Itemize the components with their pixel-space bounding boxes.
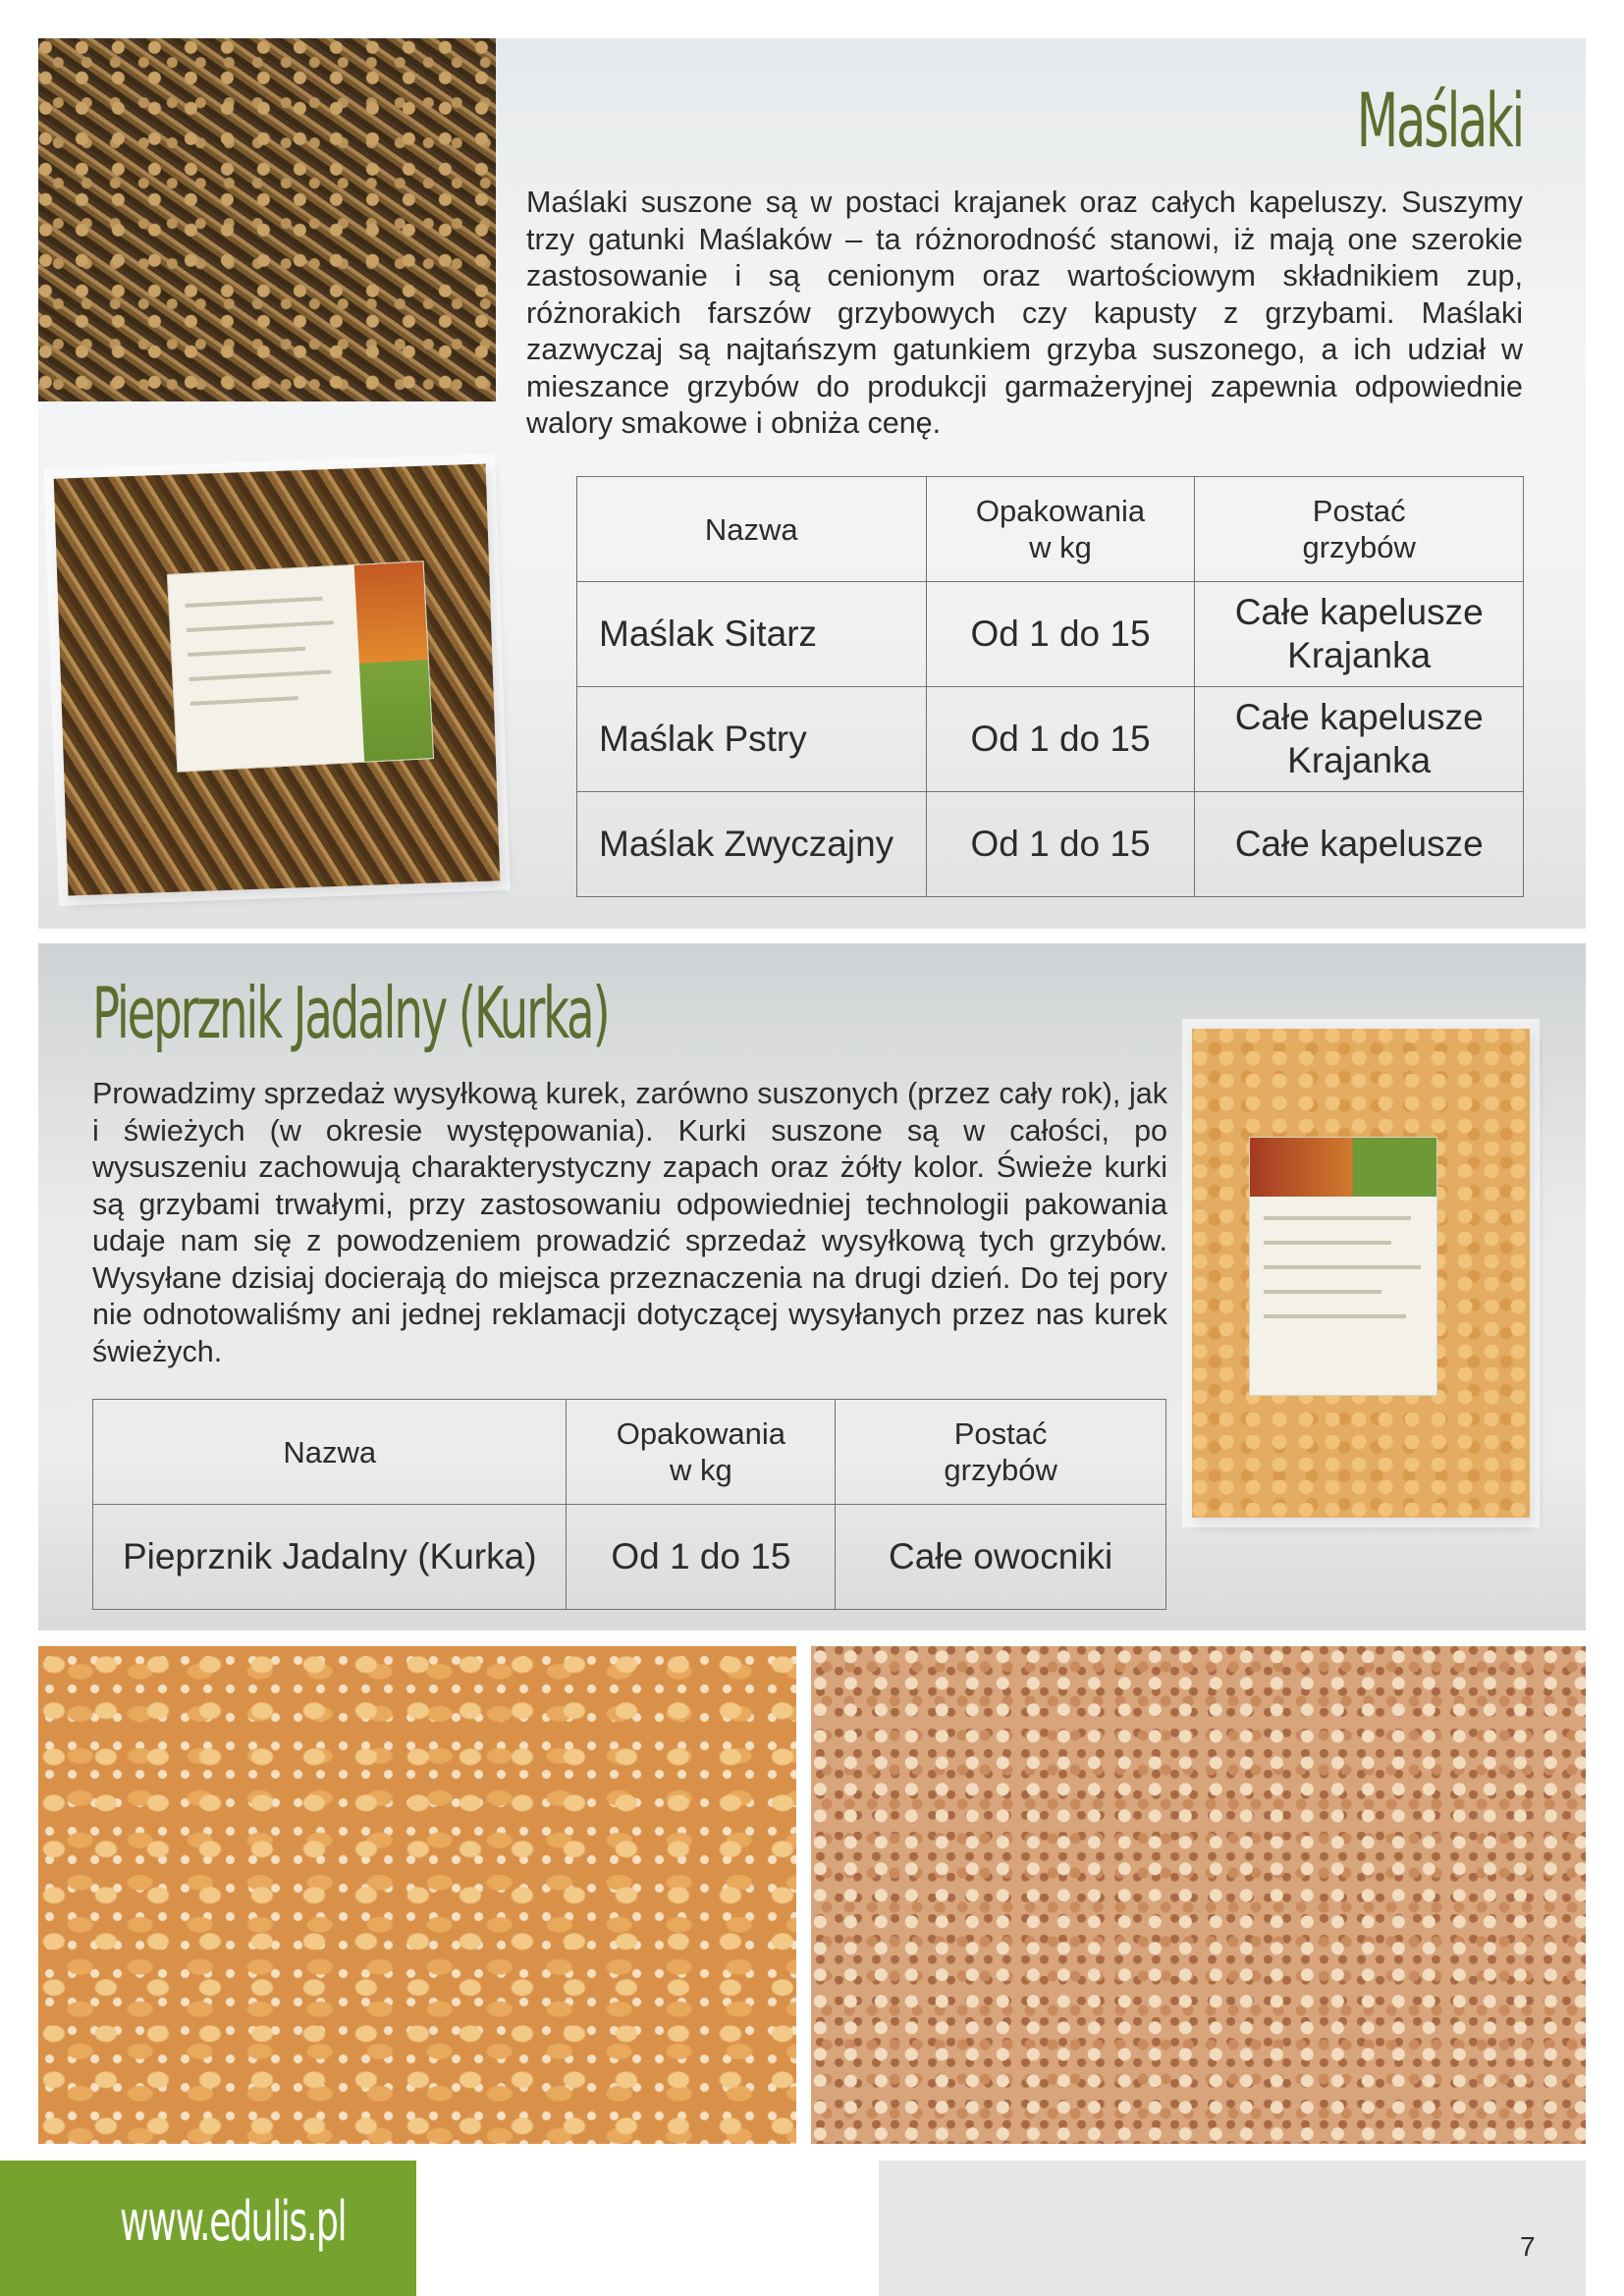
cell-packaging: Od 1 do 15	[926, 582, 1195, 687]
label-text-line	[190, 696, 298, 706]
label-text-line	[185, 597, 322, 608]
cell-form: Całe kapelusze Krajanka	[1195, 687, 1524, 792]
footer-grey-block	[879, 2161, 1586, 2296]
cell-form: Całe owocniki	[836, 1505, 1166, 1610]
table-row	[93, 1505, 1166, 1610]
cell-name: Maślak Sitarz	[577, 582, 927, 687]
label-brand-stripe	[1250, 1138, 1436, 1197]
header-form: Postać grzybów	[836, 1400, 1166, 1505]
label-text-line	[187, 620, 334, 632]
label-text-line	[1264, 1314, 1406, 1318]
label-text-line	[188, 647, 305, 657]
header-packaging: Opakowania w kg	[926, 477, 1195, 582]
page-number: 7	[1520, 2231, 1536, 2262]
cell-packaging: Od 1 do 15	[926, 792, 1195, 897]
table-row	[577, 792, 1524, 897]
table-row	[577, 582, 1524, 687]
cell-form: Całe kapelusze	[1195, 792, 1524, 897]
cell-name: Pieprznik Jadalny (Kurka)	[93, 1505, 567, 1610]
table-header-row	[93, 1400, 1166, 1505]
header-name: Nazwa	[577, 477, 927, 582]
kurka-title: Pieprznik Jadalny (Kurka)	[92, 972, 609, 1054]
maslaki-table	[576, 476, 1524, 897]
header-packaging: Opakowania w kg	[567, 1400, 836, 1505]
cell-name: Maślak Pstry	[577, 687, 927, 792]
kurka-description: Prowadzimy sprzedaż wysyłkową kurek, zarówno suszonych (przez cały rok), jak i świeżych (w okresie występowania). Kurki suszone są w całości, po wysuszeniu zachowują charakterystyczny zapach oraz żółty kolor. Świeże kurki są grzybami trwałymi, przy zastosowaniu odpowiedniej technologii pakowania udaje nam się z powodzeniem prowadzić sprzedaż wysyłkową tych grzybów. Wysyłane dzisiaj docierają do miejsca przeznaczenia na drugi dzień. Do tej pory nie odnotowaliśmy ani jednej reklamacji dotyczącej wysyłanych przez nas kurek świeżych.	[92, 1077, 1167, 1368]
maslaki-description: Maślaki suszone są w postaci krajanek oraz całych kapeluszy. Suszymy trzy gatunki Maślaków – ta różnorodność stanowi, iż mają one szerokie zastosowanie i są cenionym oraz wartościowym składnikiem zup, różnorakich farszów grzybowych czy kapusty z grzybami. Maślaki zazwyczaj są najtańszym gatunkiem grzyba suszonego, a ich udział w mieszance grzybów do produkcji garmażeryjnej zapewnia odpowiednie walory smakowe i obniża cenę.	[526, 186, 1523, 440]
cell-name: Maślak Zwyczajny	[577, 792, 927, 897]
dried-maslaki-slices-photo	[38, 38, 496, 401]
label-brand-stripe	[354, 561, 433, 761]
cell-packaging: Od 1 do 15	[567, 1505, 836, 1610]
label-text-line	[1264, 1265, 1421, 1269]
fresh-kurka-photo	[38, 1646, 796, 2144]
maslaki-bag-label	[167, 561, 434, 772]
table-row	[577, 687, 1524, 792]
header-form: Postać grzybów	[1195, 477, 1524, 582]
kurka-bag-label	[1249, 1137, 1437, 1396]
website-link[interactable]: www.edulis.pl	[120, 2190, 347, 2254]
label-text-line	[1264, 1216, 1411, 1220]
dried-kurka-photo	[811, 1646, 1586, 2144]
cell-packaging: Od 1 do 15	[926, 687, 1195, 792]
label-text-line	[189, 669, 331, 681]
header-name: Nazwa	[93, 1400, 567, 1505]
maslaki-title: Maślaki	[1356, 77, 1523, 164]
label-text-line	[1264, 1241, 1391, 1245]
kurka-table	[92, 1399, 1166, 1610]
label-text-line	[1264, 1290, 1381, 1294]
cell-form: Całe kapelusze Krajanka	[1195, 582, 1524, 687]
table-header-row	[577, 477, 1524, 582]
